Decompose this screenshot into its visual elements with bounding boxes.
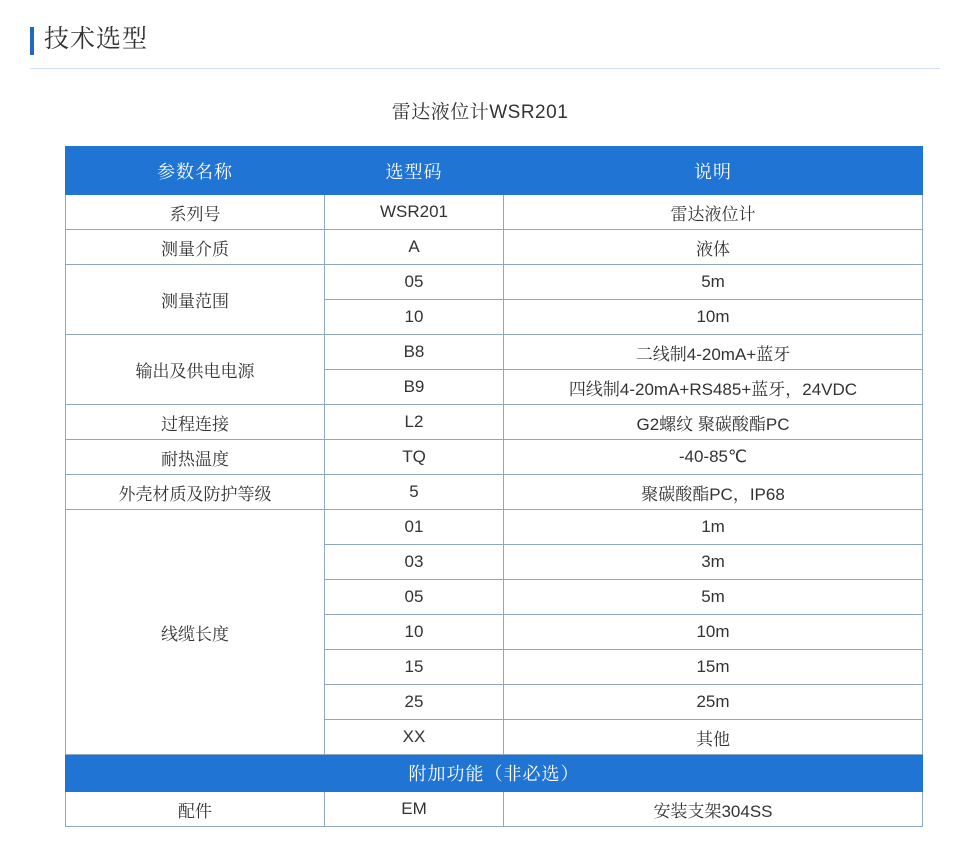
cell-code: 05 bbox=[325, 265, 504, 300]
cell-code: 05 bbox=[325, 580, 504, 615]
cell-param-name: 系列号 bbox=[66, 195, 325, 230]
cell-description: 25m bbox=[504, 685, 923, 720]
page-header bbox=[0, 0, 960, 56]
cell-param-name: 输出及供电电源 bbox=[66, 335, 325, 405]
cell-description: 15m bbox=[504, 650, 923, 685]
cell-param-name: 测量范围 bbox=[66, 265, 325, 335]
selection-table bbox=[65, 146, 923, 827]
section-label: 附加功能（非必选） bbox=[66, 755, 923, 792]
cell-code: 01 bbox=[325, 510, 504, 545]
cell-code: TQ bbox=[325, 440, 504, 475]
cell-code: 03 bbox=[325, 545, 504, 580]
table-row bbox=[66, 195, 923, 230]
cell-description: G2螺纹 聚碳酸酯PC bbox=[504, 405, 923, 440]
cell-description: -40-85℃ bbox=[504, 440, 923, 475]
cell-description: 聚碳酸酯PC，IP68 bbox=[504, 475, 923, 510]
column-header-code: 选型码 bbox=[325, 147, 504, 195]
cell-description: 5m bbox=[504, 265, 923, 300]
table-row bbox=[66, 440, 923, 475]
cell-code: 15 bbox=[325, 650, 504, 685]
cell-code: WSR201 bbox=[325, 195, 504, 230]
cell-code: A bbox=[325, 230, 504, 265]
cell-param-name: 配件 bbox=[66, 792, 325, 827]
table-row bbox=[66, 335, 923, 370]
cell-description: 雷达液位计 bbox=[504, 195, 923, 230]
cell-description: 液体 bbox=[504, 230, 923, 265]
cell-description: 二线制4-20mA+蓝牙 bbox=[504, 335, 923, 370]
cell-param-name: 线缆长度 bbox=[66, 510, 325, 755]
cell-description: 其他 bbox=[504, 720, 923, 755]
table-row bbox=[66, 265, 923, 300]
cell-description: 四线制4-20mA+RS485+蓝牙，24VDC bbox=[504, 370, 923, 405]
cell-description: 安装支架304SS bbox=[504, 792, 923, 827]
table-head bbox=[66, 147, 923, 195]
cell-description: 5m bbox=[504, 580, 923, 615]
cell-param-name: 过程连接 bbox=[66, 405, 325, 440]
cell-code: L2 bbox=[325, 405, 504, 440]
table-row bbox=[66, 510, 923, 545]
cell-code: B9 bbox=[325, 370, 504, 405]
header-divider bbox=[30, 68, 940, 69]
column-header-param-name: 参数名称 bbox=[66, 147, 325, 195]
table-caption: 雷达液位计WSR201 bbox=[391, 102, 569, 123]
page-title: 技术选型 bbox=[44, 25, 149, 53]
cell-description: 1m bbox=[504, 510, 923, 545]
cell-code: 10 bbox=[325, 615, 504, 650]
cell-code: 25 bbox=[325, 685, 504, 720]
cell-description: 10m bbox=[504, 300, 923, 335]
cell-code: 10 bbox=[325, 300, 504, 335]
table-row bbox=[66, 405, 923, 440]
title-accent-bar bbox=[30, 27, 34, 55]
cell-code: XX bbox=[325, 720, 504, 755]
table-row bbox=[66, 792, 923, 827]
table-body bbox=[66, 195, 923, 827]
cell-code: EM bbox=[325, 792, 504, 827]
cell-description: 10m bbox=[504, 615, 923, 650]
cell-param-name: 耐热温度 bbox=[66, 440, 325, 475]
selection-table-container bbox=[65, 146, 895, 827]
cell-code: 5 bbox=[325, 475, 504, 510]
table-header-row bbox=[66, 147, 923, 195]
table-row bbox=[66, 230, 923, 265]
column-header-desc: 说明 bbox=[504, 147, 923, 195]
cell-code: B8 bbox=[325, 335, 504, 370]
cell-description: 3m bbox=[504, 545, 923, 580]
table-section-row bbox=[66, 755, 923, 792]
cell-param-name: 外壳材质及防护等级 bbox=[66, 475, 325, 510]
table-row bbox=[66, 475, 923, 510]
cell-param-name: 测量介质 bbox=[66, 230, 325, 265]
